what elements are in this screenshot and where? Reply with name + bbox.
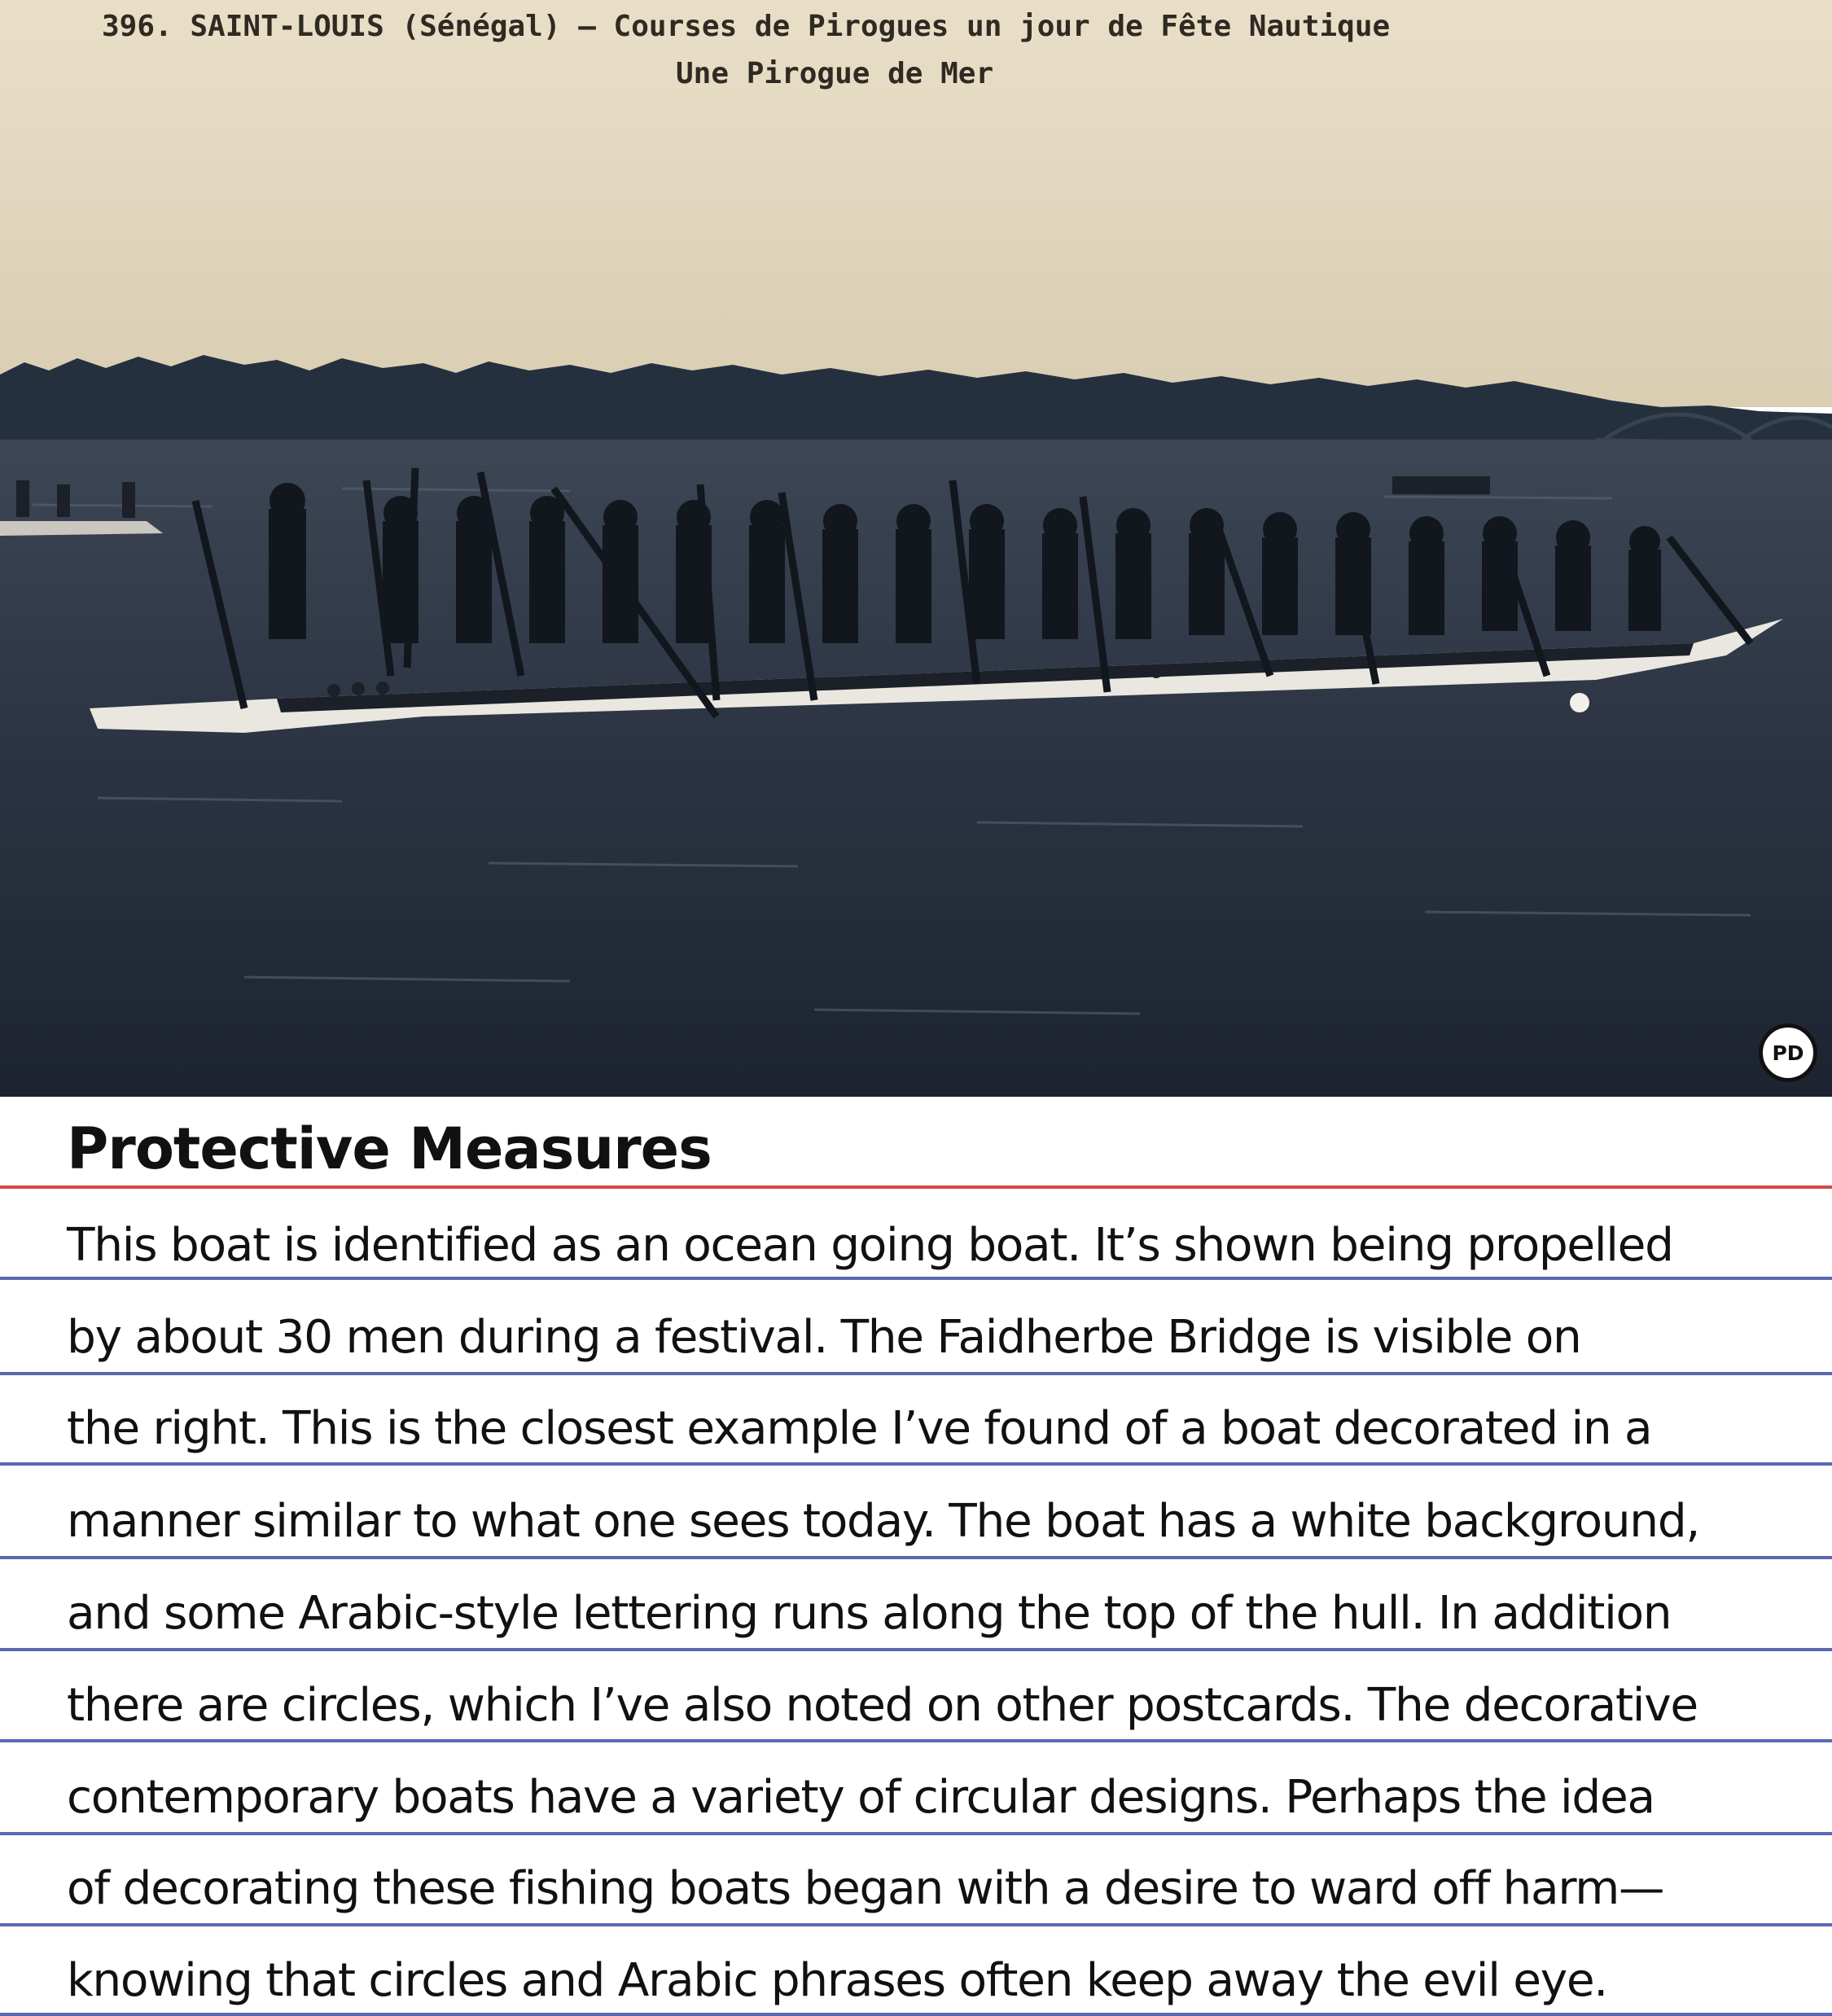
- margin-rule: [0, 1185, 1832, 1189]
- line-rule: [0, 1739, 1832, 1742]
- line-rule: [0, 1277, 1832, 1280]
- line-rule: [0, 1556, 1832, 1559]
- line-rule: [0, 1648, 1832, 1651]
- caption-line-1: 396. SAINT-LOUIS (Sénégal) — Courses de Pirogues un jour de Fête Nautique: [102, 10, 1391, 43]
- section-heading: Protective Measures: [67, 1115, 712, 1182]
- line-rule: [0, 1462, 1832, 1466]
- hull-white-dot: [1570, 693, 1589, 712]
- paragraph-line: of decorating these fishing boats began with a desire to ward off harm—: [67, 1862, 1664, 1915]
- line-rule: [0, 2013, 1832, 2016]
- paragraph-line: contemporary boats have a variety of circular designs. Perhaps the idea: [67, 1771, 1654, 1824]
- line-rule: [0, 1832, 1832, 1835]
- paragraph-line: and some Arabic-style lettering runs along the top of the hull. In addition: [67, 1587, 1672, 1640]
- paragraph-line: knowing that circles and Arabic phrases often keep away the evil eye.: [67, 1954, 1607, 2007]
- paragraph-line: the right. This is the closest example I’ve found of a boat decorated in a: [67, 1402, 1652, 1455]
- line-rule: [0, 1923, 1832, 1926]
- paragraph-line: This boat is identified as an ocean going boat. It’s shown being propelled: [67, 1219, 1673, 1272]
- paragraph-line: there are circles, which I’ve also noted on other postcards. The decorative: [67, 1679, 1698, 1732]
- paragraph-line: manner similar to what one sees today. The boat has a white background,: [67, 1495, 1700, 1548]
- paragraph-line: by about 30 men during a festival. The Faidherbe Bridge is visible on: [67, 1311, 1581, 1364]
- caption-line-2: Une Pirogue de Mer: [676, 57, 994, 90]
- distant-canoe: [1392, 476, 1490, 494]
- public-domain-badge: PD: [1759, 1023, 1817, 1082]
- line-rule: [0, 1372, 1832, 1375]
